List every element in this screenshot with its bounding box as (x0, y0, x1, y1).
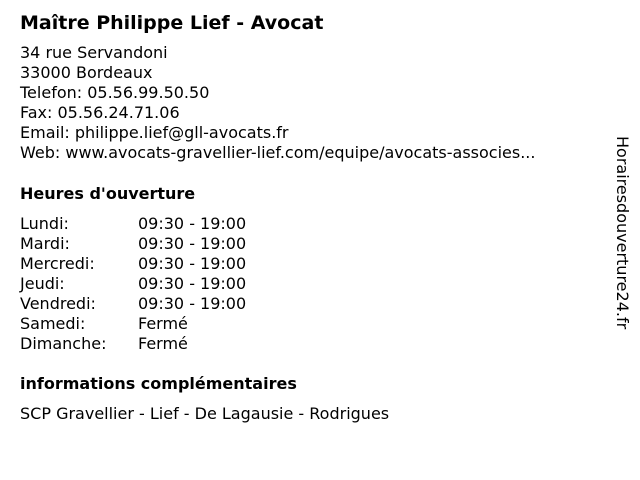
website-url: Web: www.avocats-gravellier-lief.com/equipe/avocats-associes... (20, 143, 536, 162)
hours-row-friday (20, 294, 246, 314)
hours-row-wednesday (20, 254, 246, 274)
opening-hours-list (20, 214, 246, 354)
hours-time: 09:30 - 19:00 (138, 234, 247, 253)
hours-time: Fermé (138, 314, 188, 333)
page-title: Maître Philippe Lief - Avocat (20, 12, 324, 34)
hours-day: Lundi: (20, 214, 69, 233)
hours-day: Jeudi: (20, 274, 65, 293)
info-heading: informations complémentaires (20, 374, 297, 393)
contact-block (20, 43, 535, 163)
hours-time: 09:30 - 19:00 (138, 254, 247, 273)
fax-number: Fax: 05.56.24.71.06 (20, 103, 180, 122)
email-address: Email: philippe.lief@gll-avocats.fr (20, 123, 289, 142)
hours-day: Mercredi: (20, 254, 95, 273)
hours-day: Samedi: (20, 314, 86, 333)
hours-row-monday (20, 214, 246, 234)
brand-watermark: Horairesdouverture24.fr (613, 136, 632, 330)
hours-time: 09:30 - 19:00 (138, 294, 247, 313)
hours-row-saturday (20, 314, 246, 334)
hours-day: Vendredi: (20, 294, 96, 313)
hours-row-sunday (20, 334, 246, 354)
hours-row-tuesday (20, 234, 246, 254)
hours-day: Mardi: (20, 234, 70, 253)
hours-heading: Heures d'ouverture (20, 184, 196, 203)
hours-row-thursday (20, 274, 246, 294)
hours-day: Dimanche: (20, 334, 107, 353)
address-street: 34 rue Servandoni (20, 43, 168, 62)
phone-number: Telefon: 05.56.99.50.50 (20, 83, 210, 102)
hours-time: 09:30 - 19:00 (138, 214, 247, 233)
address-city: 33000 Bordeaux (20, 63, 153, 82)
hours-time: Fermé (138, 334, 188, 353)
hours-time: 09:30 - 19:00 (138, 274, 247, 293)
info-text: SCP Gravellier - Lief - De Lagausie - Rodrigues (20, 404, 390, 423)
